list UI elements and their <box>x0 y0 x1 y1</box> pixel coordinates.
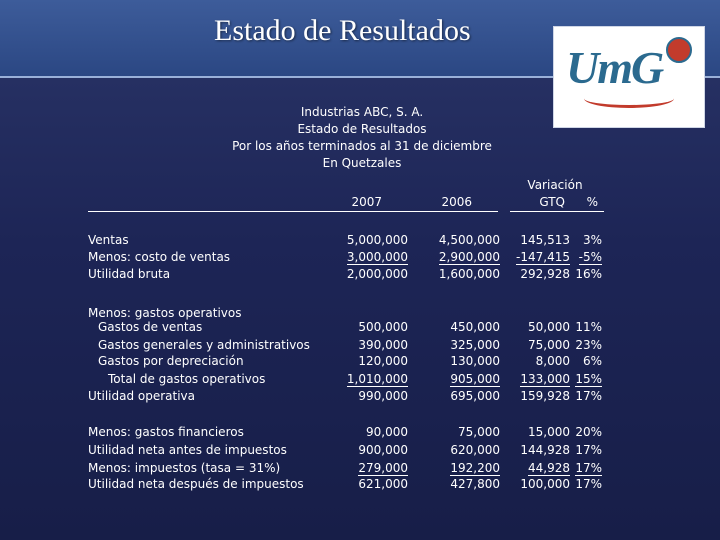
cell-pct: 17% <box>575 389 602 403</box>
cell-gtq: 133,000 <box>520 372 570 386</box>
header-rule-variation <box>510 211 604 212</box>
cell-gtq: -147,415 <box>516 250 570 264</box>
header-rule <box>88 211 498 212</box>
slide-title: Estado de Resultados <box>214 14 471 47</box>
university-logo <box>553 26 705 128</box>
cell-pct: 20% <box>575 425 602 439</box>
cell-y2006: 130,000 <box>450 354 500 368</box>
cell-gtq: 8,000 <box>535 354 570 368</box>
cell-y2007: 500,000 <box>358 320 408 334</box>
logo-emblem-icon <box>666 37 692 63</box>
cell-y2006: 1,600,000 <box>438 267 500 281</box>
cell-pct: 17% <box>575 443 602 457</box>
row-label: Menos: impuestos (tasa = 31%) <box>88 461 281 475</box>
row-label: Gastos por depreciación <box>98 354 244 368</box>
row-label: Menos: gastos operativos <box>88 306 242 320</box>
cell-y2006: 905,000 <box>450 372 500 386</box>
cell-pct: 17% <box>575 477 602 491</box>
cell-y2006: 620,000 <box>450 443 500 457</box>
cell-y2006: 427,800 <box>450 477 500 491</box>
logo-arc-icon <box>584 89 674 108</box>
cell-gtq: 100,000 <box>520 477 570 491</box>
cell-pct: 3% <box>582 233 602 247</box>
cell-gtq: 50,000 <box>528 320 570 334</box>
cell-gtq: 292,928 <box>520 267 570 281</box>
cell-y2007: 990,000 <box>358 389 408 403</box>
cell-pct: -5% <box>578 250 602 264</box>
cell-gtq: 159,928 <box>520 389 570 403</box>
cell-pct: 17% <box>575 461 602 475</box>
col-header-gtq: GTQ <box>539 195 565 209</box>
cell-pct: 6% <box>582 354 602 368</box>
cell-gtq: 144,928 <box>520 443 570 457</box>
cell-gtq: 145,513 <box>520 233 570 247</box>
cell-pct: 16% <box>575 267 602 281</box>
row-label: Gastos de ventas <box>98 320 203 334</box>
cell-y2007: 621,000 <box>358 477 408 491</box>
cell-y2007: 1,010,000 <box>346 372 408 386</box>
col-header-variation: Variación <box>527 178 583 192</box>
cell-y2006: 192,200 <box>450 461 500 475</box>
row-label: Ventas <box>88 233 129 247</box>
company-name: Industrias ABC, S. A. <box>300 105 424 119</box>
cell-gtq: 44,928 <box>528 461 570 475</box>
statement-name: Estado de Resultados <box>297 122 427 136</box>
statement-currency: En Quetzales <box>322 156 402 170</box>
row-label: Menos: costo de ventas <box>88 250 231 264</box>
cell-y2006: 450,000 <box>450 320 500 334</box>
row-label: Menos: gastos financieros <box>88 425 244 439</box>
row-label: Utilidad neta antes de impuestos <box>88 443 287 457</box>
cell-y2006: 4,500,000 <box>438 233 500 247</box>
cell-y2007: 900,000 <box>358 443 408 457</box>
cell-y2007: 120,000 <box>358 354 408 368</box>
cell-y2006: 2,900,000 <box>438 250 500 264</box>
cell-pct: 23% <box>575 338 602 352</box>
cell-y2007: 2,000,000 <box>346 267 408 281</box>
row-label: Total de gastos operativos <box>108 372 266 386</box>
cell-pct: 11% <box>575 320 602 334</box>
col-header-2007: 2007 <box>351 195 382 209</box>
cell-y2007: 5,000,000 <box>346 233 408 247</box>
row-label: Gastos generales y administrativos <box>98 338 310 352</box>
cell-gtq: 15,000 <box>528 425 570 439</box>
cell-y2007: 3,000,000 <box>346 250 408 264</box>
logo-text: UmG <box>566 42 663 93</box>
cell-y2006: 75,000 <box>458 425 500 439</box>
cell-y2007: 390,000 <box>358 338 408 352</box>
cell-gtq: 75,000 <box>528 338 570 352</box>
row-label: Utilidad bruta <box>88 267 171 281</box>
col-header-2006: 2006 <box>441 195 472 209</box>
row-label: Utilidad neta después de impuestos <box>88 477 304 491</box>
cell-y2006: 325,000 <box>450 338 500 352</box>
col-header-pct: % <box>586 195 598 209</box>
cell-y2007: 90,000 <box>366 425 408 439</box>
row-label: Utilidad operativa <box>88 389 196 403</box>
statement-period: Por los años terminados al 31 de diciembre <box>232 139 492 153</box>
cell-y2007: 279,000 <box>358 461 408 475</box>
cell-y2006: 695,000 <box>450 389 500 403</box>
cell-pct: 15% <box>575 372 602 386</box>
